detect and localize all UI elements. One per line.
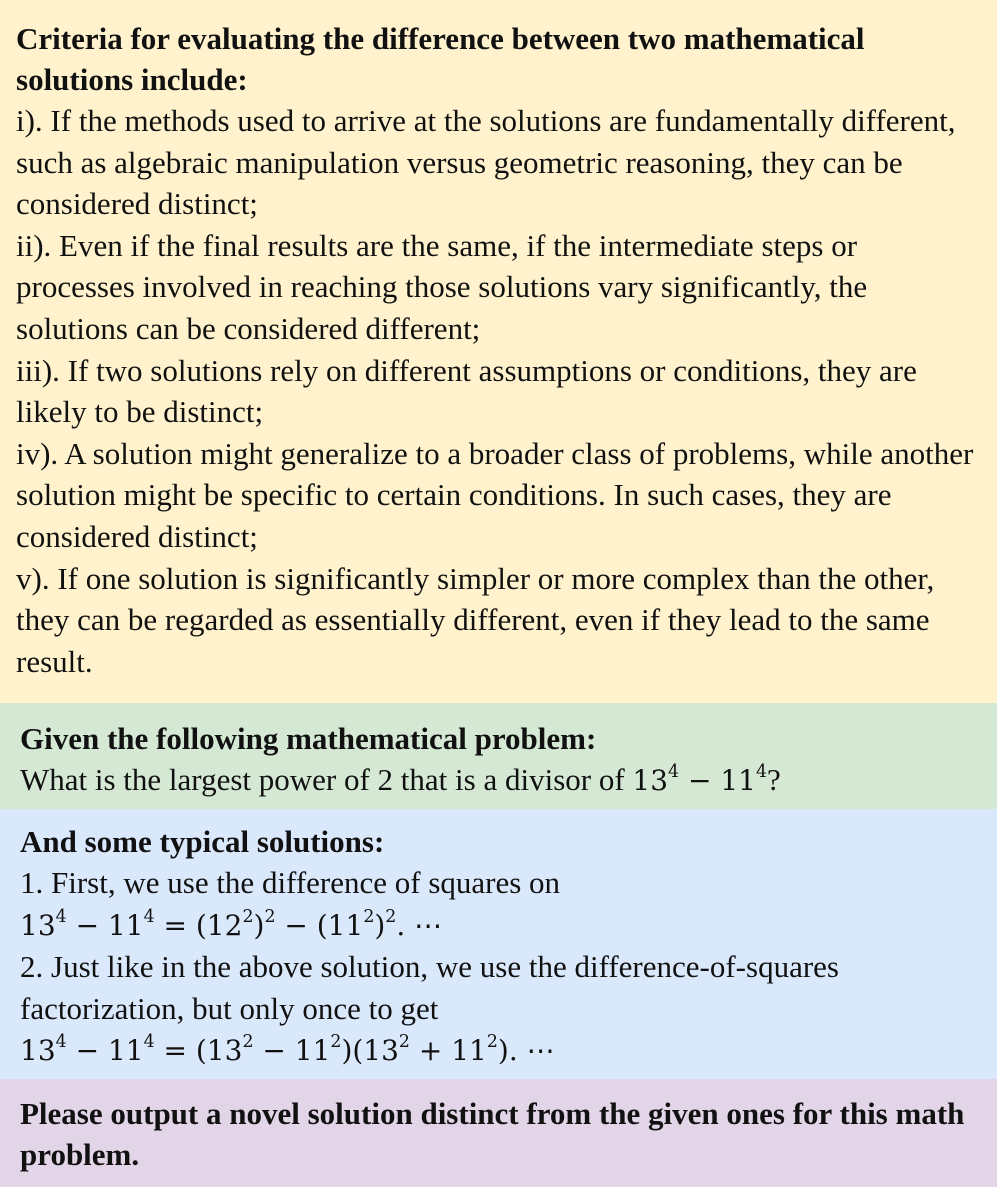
- solution-2-text-line-1: 2. Just like in the above solution, we use the difference-of-squares: [20, 949, 839, 985]
- problem-panel: [0, 703, 997, 809]
- problem-expression: $13^4 - 11^4$: [632, 762, 768, 797]
- problem-heading: Given the following mathematical problem:: [20, 721, 597, 756]
- instruction-panel: [0, 1079, 997, 1187]
- criterion-2: ii). Even if the final results are the same, if the intermediate steps or processes involved in reaching those solutions vary significantly, the solutions can be considered different;: [16, 227, 868, 346]
- solution-1-text: 1. First, we use the difference of squares on: [20, 865, 561, 900]
- solution-2-text-line-2: factorization, but only once to get: [20, 990, 439, 1026]
- criteria-heading: Criteria for evaluating the difference between two mathematical solutions include:: [16, 21, 865, 97]
- solution-2-math: $13^4 - 11^4 = (13^2 - 11^2)(13^2 + 11^2)$. ⋯: [20, 1032, 555, 1068]
- criterion-5: v). If one solution is significantly simpler or more complex than the other, they can be regarded as essentially different, even if they lead to the same result.: [16, 560, 935, 679]
- criterion-4: iv). A solution might generalize to a broader class of problems, while another solution might be specific to certain conditions. In such cases, they are considered distinct;: [16, 435, 974, 554]
- solutions-panel: [0, 809, 997, 1079]
- instruction-text: Please output a novel solution distinct from the given ones for this math problem.: [20, 1096, 965, 1172]
- problem-question: What is the largest power of 2 that is a divisor of $13^4 - 11^4$?: [20, 762, 781, 797]
- problem-question-text: What is the largest power of 2 that is a divisor of: [20, 762, 633, 797]
- solutions-heading: And some typical solutions:: [20, 824, 385, 859]
- solution-1-math: $13^4 - 11^4 = (12^2)^2 - (11^2)^2$. ⋯: [20, 906, 443, 942]
- criterion-1: i). If the methods used to arrive at the solutions are fundamentally different, such as algebraic manipulation versus geometric reasoning, they can be considered distinct;: [16, 103, 956, 222]
- criterion-3: iii). If two solutions rely on different assumptions or conditions, they are likely to be distinct;: [16, 352, 917, 430]
